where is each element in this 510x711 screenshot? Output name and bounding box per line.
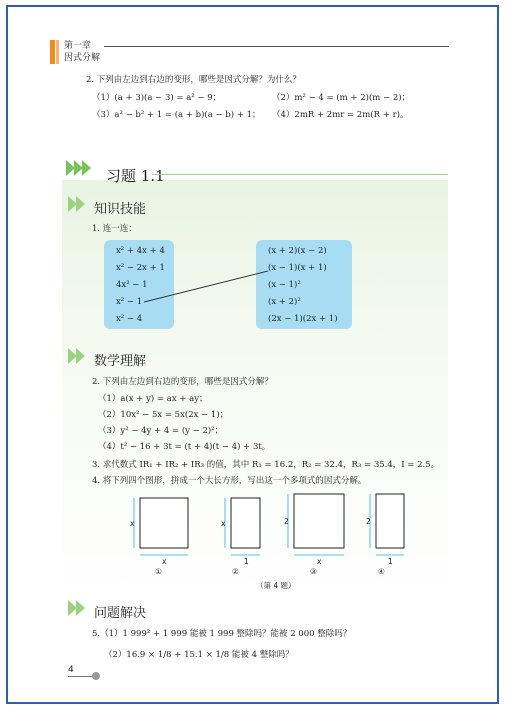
fig3-width-label: x (317, 557, 322, 566)
right-expr: (x + 2)² (268, 297, 301, 307)
fig4-number: ④ (378, 567, 385, 576)
fig2-number: ② (232, 567, 239, 576)
intro-item-1: （1）(a + 3)(a − 3) = a² − 9； (92, 93, 222, 103)
fig4-height-label: 2 (366, 517, 371, 526)
q2-item: （1）a(x + y) = ax + ay； (98, 394, 208, 404)
figure-rect-12 (376, 494, 404, 548)
q2-item: （3）y² − 4y + 4 = (y − 2)²； (98, 426, 224, 436)
figure-rect-1x (231, 498, 260, 548)
subsection-title-understanding: 数学理解 (94, 354, 147, 369)
section-title: 习题 1.1 (106, 167, 165, 185)
q2-item: （4）t² − 16 + 3t = (t + 4)(t − 4) + 3t。 (98, 442, 271, 452)
fig3-height-label: 2 (284, 517, 289, 526)
fig2-height-label: x (221, 519, 226, 528)
q2-item: （2）10x² − 5x = 5x(2x − 1)； (98, 410, 229, 420)
intro-item-2: （2）m² − 4 = (m + 2)(m − 2)； (272, 93, 411, 103)
left-expr: x² − 4 (116, 314, 143, 324)
figure-caption: （第 4 题） (256, 581, 296, 590)
intro-item-4: （4）2mR + 2mr = 2m(R + r)。 (272, 110, 409, 120)
fig1-number: ① (155, 567, 162, 576)
right-expr: (x − 1)(x + 1) (268, 263, 327, 273)
fig4-width-label: 1 (388, 557, 393, 566)
left-expr: x² + 4x + 4 (116, 246, 165, 256)
q1-text: 1. 连一连： (92, 224, 137, 234)
figure-rect-x2 (294, 494, 344, 548)
fig2-width-label: 1 (244, 557, 249, 566)
q5-part2: （2）16.9 × 1/8 + 15.1 × 1/8 能被 4 整除吗？ (104, 650, 294, 660)
subsection-title-skills: 知识技能 (94, 202, 147, 217)
right-expr: (x − 1)² (268, 280, 301, 290)
q4-text: 4. 将下列四个图形，拼成一个大长方形，写出这一个多项式的因式分解。 (92, 476, 367, 486)
right-expr: (2x − 1)(2x + 1) (268, 314, 338, 324)
chapter-label: 第一章 (64, 41, 92, 51)
left-expr: x² − 1 (116, 297, 143, 307)
q2-text: 2. 下列由左边到右边的变形，哪些是因式分解？ (92, 377, 273, 387)
page-dot-icon (92, 672, 100, 680)
subsection-title-problem-solving: 问题解决 (94, 606, 147, 621)
right-expr: (x + 2)(x − 2) (268, 246, 327, 256)
intro-item-3: （3）a² − b² + 1 = (a + b)(a − b) + 1； (92, 110, 261, 120)
chevron-icon (76, 600, 85, 616)
fig1-width-label: x (162, 557, 167, 566)
fig3-number: ③ (310, 567, 317, 576)
q5-part1: 5.（1）1 999² + 1 999 能被 1 999 整除吗？能被 2 000 整除吗？ (92, 629, 352, 639)
figure-square-x (140, 498, 188, 548)
fig1-height-label: x (130, 519, 135, 528)
left-expr: x² − 2x + 1 (116, 263, 165, 273)
chapter-title: 因式分解 (64, 53, 101, 63)
left-expr: 4x² − 1 (116, 280, 148, 290)
page-number: 4 (68, 665, 74, 675)
intro-question: 2. 下列由左边到右边的变形，哪些是因式分解？为什么？ (86, 75, 301, 85)
q3-text: 3. 求代数式 IR₁ + IR₂ + IR₃ 的值，其中 R₁ = 16.2，R₂ = 32.4，R₃ = 35.4，I = 2.5。 (92, 460, 440, 470)
